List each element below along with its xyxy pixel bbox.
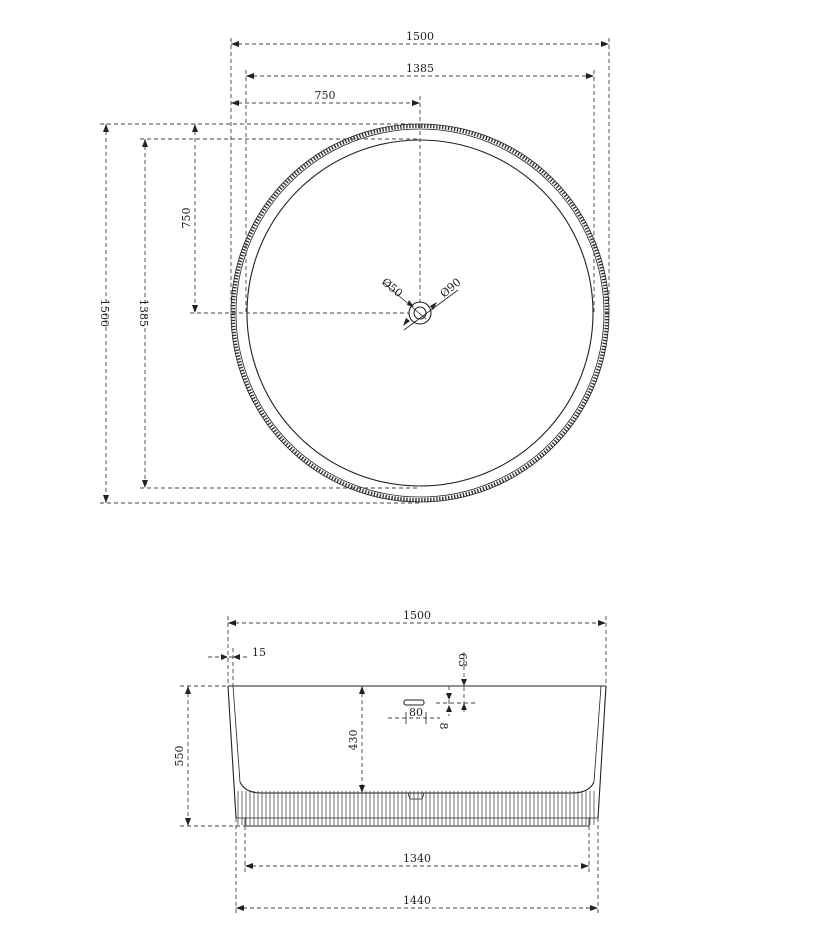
arrow: [192, 124, 198, 132]
arrow: [185, 818, 191, 826]
arrow: [142, 480, 148, 488]
dim-750-top-label: 750: [314, 89, 336, 102]
basin-floor: [240, 782, 594, 793]
dim-1500-left-label: 1500: [98, 299, 111, 327]
dim-1500-side-label: 1500: [403, 609, 431, 622]
dim-1385-top-label: 1385: [406, 62, 434, 75]
drain-arrow-3: [403, 318, 410, 326]
arrow: [412, 100, 420, 106]
arrow: [245, 863, 253, 869]
arrow: [192, 305, 198, 313]
arrow: [446, 705, 452, 712]
inner-wall-left: [233, 686, 240, 782]
arrow: [461, 703, 467, 710]
dim-63-label: 63: [456, 653, 469, 667]
arrow: [601, 41, 609, 47]
arrow: [228, 620, 236, 626]
drain-small-label: Ø50: [379, 275, 406, 301]
top-view: [98, 30, 609, 503]
arrow: [581, 863, 589, 869]
drain-arrow-1: [407, 300, 414, 307]
arrow: [142, 139, 148, 147]
drain-large-label: Ø90: [437, 275, 464, 301]
dim-80-label: 80: [409, 706, 423, 719]
dim-1500-top-label: 1500: [406, 30, 434, 43]
side-view: [173, 609, 606, 914]
ribbed-texture: [238, 791, 594, 825]
dim-550-label: 550: [173, 745, 186, 767]
inner-wall-right: [594, 686, 601, 782]
arrow: [221, 654, 228, 660]
dim-750-left-label: 750: [180, 207, 193, 229]
arrow: [359, 686, 365, 694]
arrow: [461, 679, 467, 686]
arrow: [103, 495, 109, 503]
arrow: [246, 73, 254, 79]
dim-1385-left-label: 1385: [137, 299, 150, 327]
arrow: [103, 124, 109, 132]
arrow: [590, 905, 598, 911]
dim-430-label: 430: [347, 729, 360, 751]
arrow: [233, 654, 240, 660]
arrow: [446, 693, 452, 700]
arrow: [231, 41, 239, 47]
floor-drain: [408, 793, 424, 799]
arrow: [185, 686, 191, 694]
overflow-slot: [404, 700, 424, 705]
dim-8-label: 8: [437, 722, 450, 730]
dim-1440-label: 1440: [403, 894, 431, 907]
arrow: [586, 73, 594, 79]
arrow: [236, 905, 244, 911]
dim-1340-label: 1340: [403, 852, 431, 865]
arrow: [359, 785, 365, 793]
dim-15-label: 15: [252, 646, 266, 659]
arrow: [598, 620, 606, 626]
arrow: [231, 100, 239, 106]
